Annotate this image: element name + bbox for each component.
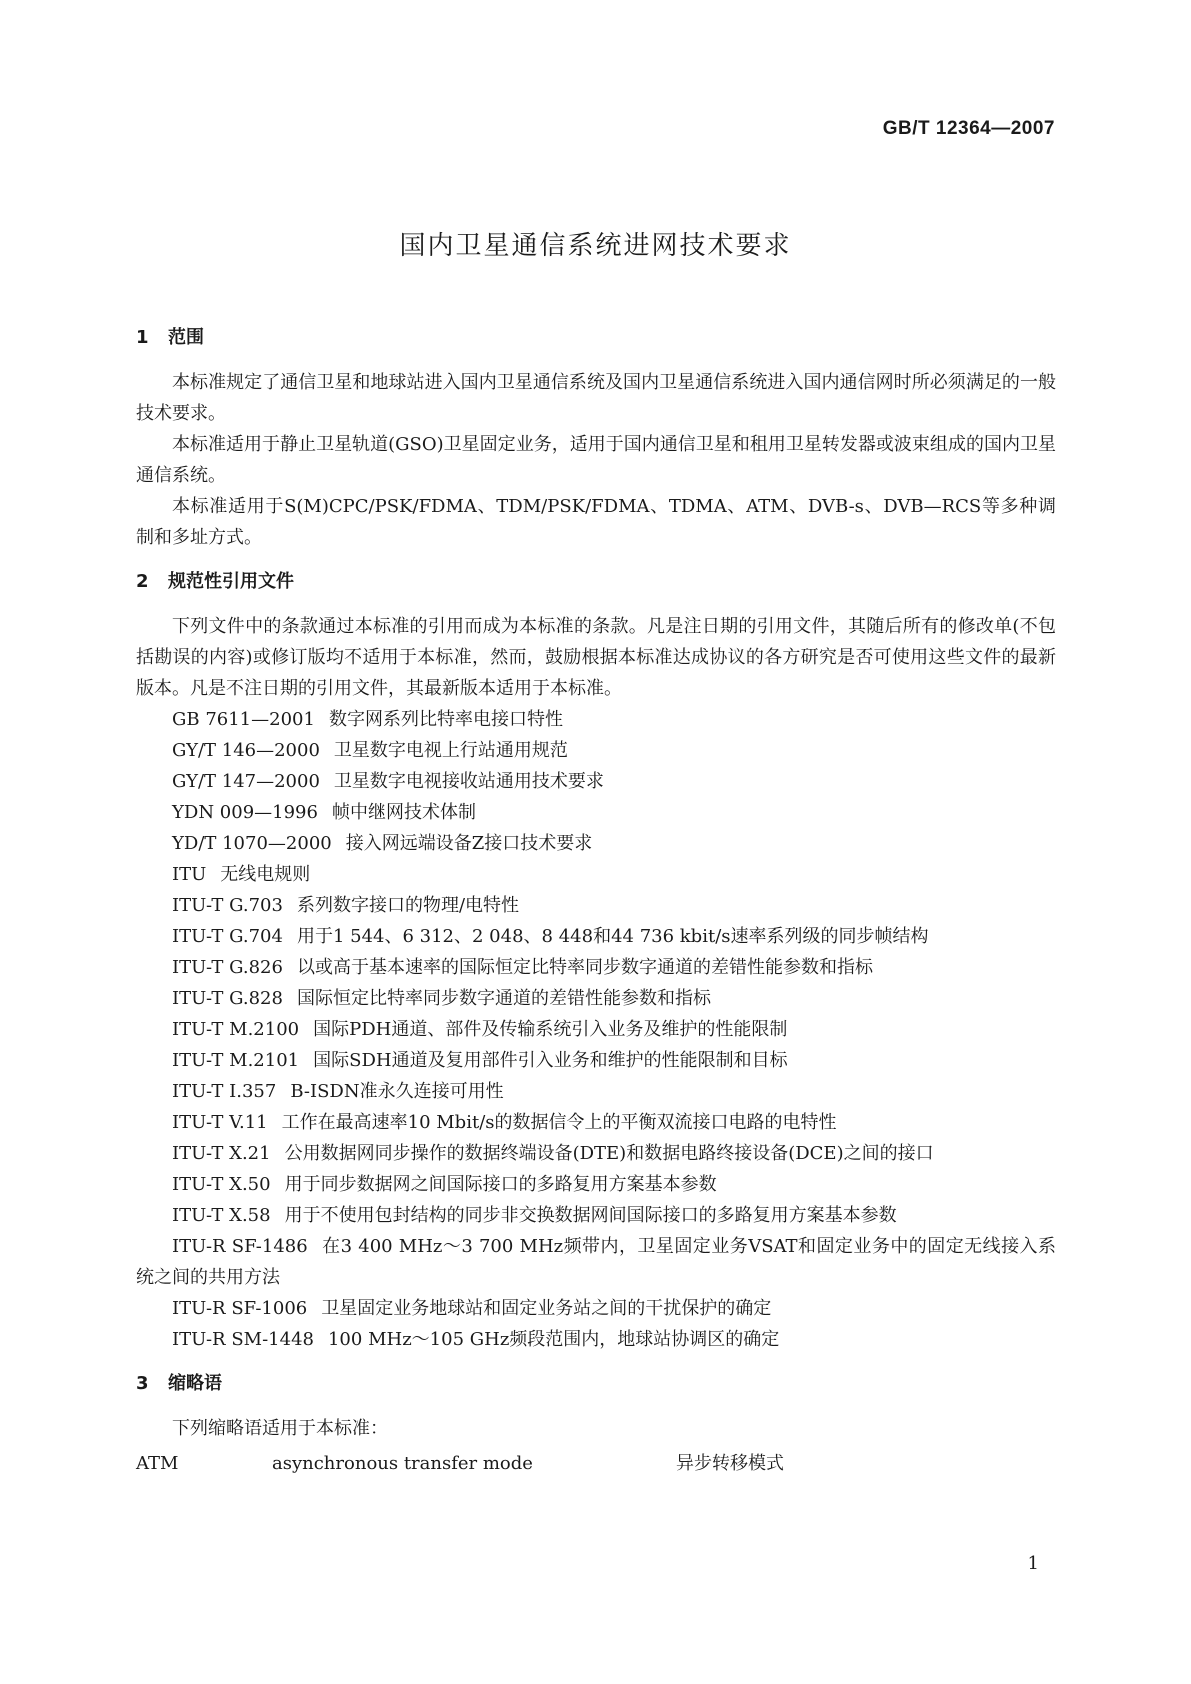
reference-item — [136, 735, 1056, 766]
document-body — [136, 322, 1056, 1479]
reference-item — [136, 890, 1056, 921]
reference-code: ITU-T X.21 — [172, 1143, 271, 1164]
reference-item — [136, 797, 1056, 828]
section-1-paragraph: 本标准规定了通信卫星和地球站进入国内卫星通信系统及国内卫星通信系统进入国内通信网时所必须满足的一般技术要求。 — [136, 372, 1056, 424]
reference-item — [136, 983, 1056, 1014]
reference-code: ITU-T M.2100 — [172, 1019, 300, 1040]
reference-item — [136, 1045, 1056, 1076]
reference-code: ITU-T G.704 — [172, 926, 283, 947]
reference-item — [136, 1293, 1056, 1324]
reference-item — [136, 828, 1056, 859]
reference-item — [136, 1200, 1056, 1231]
abbreviation-row — [136, 1448, 1056, 1479]
standard-number: GB/T 12364—2007 — [882, 118, 1055, 139]
section-1-heading — [136, 322, 1056, 353]
reference-title: B-ISDN准永久连接可用性 — [290, 1081, 504, 1102]
reference-title: 以或高于基本速率的国际恒定比特率同步数字通道的差错性能参数和指标 — [296, 957, 873, 978]
reference-code: ITU-R SF-1006 — [172, 1298, 308, 1319]
reference-title: 帧中继网技术体制 — [331, 802, 476, 823]
reference-item — [136, 921, 1056, 952]
reference-title: 卫星数字电视接收站通用技术要求 — [333, 771, 604, 792]
reference-code: GY/T 146—2000 — [172, 740, 320, 761]
reference-title: 公用数据网同步操作的数据终端设备(DTE)和数据电路终接设备(DCE)之间的接口 — [284, 1143, 934, 1164]
page-number: 1 — [1027, 1553, 1039, 1574]
reference-title: 工作在最高速率10 Mbit/s的数据信令上的平衡双流接口电路的电特性 — [281, 1112, 837, 1133]
reference-item — [136, 1014, 1056, 1045]
reference-item — [136, 1138, 1056, 1169]
reference-code: YD/T 1070—2000 — [172, 833, 332, 854]
abbreviation-english: asynchronous transfer mode — [272, 1453, 533, 1474]
reference-title: 国际SDH通道及复用部件引入业务和维护的性能限制和目标 — [313, 1050, 788, 1071]
section-number: 1 — [136, 327, 149, 348]
reference-item — [136, 952, 1056, 983]
reference-code: ITU-T V.11 — [172, 1112, 268, 1133]
reference-title: 卫星数字电视上行站通用规范 — [333, 740, 568, 761]
reference-title: 在3 400 MHz～3 700 MHz频带内，卫星固定业务VSAT和固定业务中的固定无线接入系统之间的共用方法 — [136, 1236, 1057, 1288]
section-title: 范围 — [168, 327, 204, 348]
reference-item — [136, 766, 1056, 797]
reference-title: 卫星固定业务地球站和固定业务站之间的干扰保护的确定 — [321, 1298, 772, 1319]
reference-code: ITU-T X.58 — [172, 1205, 271, 1226]
reference-title: 数字网系列比特率电接口特性 — [328, 709, 563, 730]
reference-code: ITU-T X.50 — [172, 1174, 271, 1195]
reference-code: ITU-R SF-1486 — [172, 1236, 308, 1257]
section-3-heading — [136, 1368, 1056, 1399]
reference-item — [136, 1231, 1056, 1293]
section-3-intro: 下列缩略语适用于本标准： — [172, 1418, 388, 1439]
reference-title: 用于不使用包封结构的同步非交换数据网间国际接口的多路复用方案基本参数 — [284, 1205, 897, 1226]
reference-title: 用于1 544、6 312、2 048、8 448和44 736 kbit/s速率系列级的同步帧结构 — [296, 926, 929, 947]
section-1-paragraph: 本标准适用于S(M)CPC/PSK/FDMA、TDM/PSK/FDMA、TDMA、ATM、DVB-s、DVB—RCS等多种调制和多址方式。 — [136, 496, 1056, 548]
reference-title: 100 MHz～105 GHz频段范围内，地球站协调区的确定 — [327, 1329, 780, 1350]
reference-item — [136, 1107, 1056, 1138]
reference-code: ITU — [172, 864, 207, 885]
reference-code: ITU-R SM-1448 — [172, 1329, 314, 1350]
reference-code: ITU-T G.826 — [172, 957, 283, 978]
reference-item — [136, 1169, 1056, 1200]
reference-code: ITU-T G.703 — [172, 895, 283, 916]
reference-code: ITU-T M.2101 — [172, 1050, 300, 1071]
section-2-heading — [136, 566, 1056, 597]
reference-list — [136, 704, 1056, 1355]
reference-item — [136, 859, 1056, 890]
reference-code: YDN 009—1996 — [172, 802, 318, 823]
reference-title: 系列数字接口的物理/电特性 — [296, 895, 520, 916]
reference-code: GB 7611—2001 — [172, 709, 315, 730]
reference-item — [136, 704, 1056, 735]
document-title: 国内卫星通信系统进网技术要求 — [399, 231, 792, 261]
reference-title: 国际PDH通道、部件及传输系统引入业务及维护的性能限制 — [313, 1019, 788, 1040]
section-title: 缩略语 — [168, 1373, 222, 1394]
reference-title: 无线电规则 — [220, 864, 311, 885]
section-title: 规范性引用文件 — [168, 571, 294, 592]
section-2-intro: 下列文件中的条款通过本标准的引用而成为本标准的条款。凡是注日期的引用文件，其随后所有的修改单(不包括勘误的内容)或修订版均不适用于本标准，然而，鼓励根据本标准达成协议的各方研究是否可使用这些文件的最新版本。凡是不注日期的引用文件，其最新版本适用于本标准。 — [136, 616, 1056, 699]
section-1-paragraph: 本标准适用于静止卫星轨道(GSO)卫星固定业务，适用于国内通信卫星和租用卫星转发器或波束组成的国内卫星通信系统。 — [136, 434, 1056, 486]
reference-code: ITU-T I.357 — [172, 1081, 277, 1102]
reference-item — [136, 1076, 1056, 1107]
reference-code: ITU-T G.828 — [172, 988, 283, 1009]
abbreviation-chinese: 异步转移模式 — [676, 1453, 784, 1474]
section-number: 2 — [136, 571, 149, 592]
reference-item — [136, 1324, 1056, 1355]
reference-title: 用于同步数据网之间国际接口的多路复用方案基本参数 — [284, 1174, 717, 1195]
section-number: 3 — [136, 1373, 149, 1394]
reference-title: 国际恒定比特率同步数字通道的差错性能参数和指标 — [296, 988, 711, 1009]
abbreviation: ATM — [136, 1453, 179, 1474]
reference-code: GY/T 147—2000 — [172, 771, 320, 792]
reference-title: 接入网远端设备Z接口技术要求 — [345, 833, 593, 854]
